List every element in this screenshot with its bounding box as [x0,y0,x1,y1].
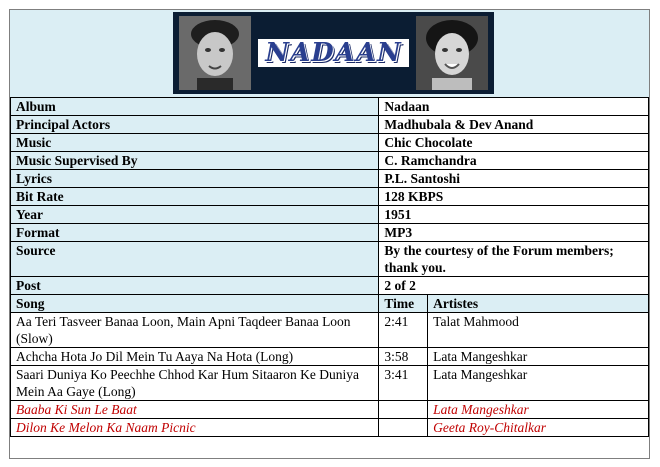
song-title: Achcha Hota Jo Dil Mein Tu Aaya Na Hota (Long) [11,348,379,366]
song-row [11,401,649,419]
detail-label: Album [11,98,379,116]
song-title: Dilon Ke Melon Ka Naam Picnic [11,419,379,437]
song-row [11,313,649,348]
actress-portrait-icon [416,16,488,90]
song-title: Saari Duniya Ko Peechhe Chhod Kar Hum Sitaaron Ke Duniya Mein Aa Gaye (Long) [11,366,379,401]
songs-header-row [11,295,649,313]
artistes-column-header: Artistes [428,295,649,313]
song-row [11,419,649,437]
detail-value: C. Ramchandra [379,152,649,170]
song-artistes: Lata Mangeshkar [428,366,649,401]
logo-text: NADAAN [265,38,402,68]
banner-image [173,12,494,94]
detail-row [11,206,649,224]
detail-row [11,224,649,242]
song-time: 3:58 [379,348,428,366]
detail-label: Lyrics [11,170,379,188]
time-column-header: Time [379,295,428,313]
actor-portrait-icon [179,16,251,90]
song-row [11,348,649,366]
detail-value: Chic Chocolate [379,134,649,152]
song-time [379,401,428,419]
detail-row [11,277,649,295]
song-artistes: Talat Mahmood [428,313,649,348]
detail-row [11,188,649,206]
album-info-panel [9,9,650,459]
song-artistes: Lata Mangeshkar [428,401,649,419]
detail-label: Bit Rate [11,188,379,206]
song-row [11,366,649,401]
detail-label: Music [11,134,379,152]
song-time: 3:41 [379,366,428,401]
album-details-table [10,97,649,437]
detail-value: MP3 [379,224,649,242]
movie-logo [256,37,411,69]
actress-photo [416,16,488,90]
detail-row [11,242,649,277]
detail-value: 1951 [379,206,649,224]
song-artistes: Geeta Roy-Chitalkar [428,419,649,437]
detail-label: Format [11,224,379,242]
song-column-header: Song [11,295,379,313]
detail-row [11,116,649,134]
song-time [379,419,428,437]
detail-label: Year [11,206,379,224]
detail-value: By the courtesy of the Forum members; thank you. [379,242,649,277]
song-time: 2:41 [379,313,428,348]
detail-value: 128 KBPS [379,188,649,206]
detail-row [11,170,649,188]
detail-value: P.L. Santoshi [379,170,649,188]
detail-label: Principal Actors [11,116,379,134]
detail-label: Source [11,242,379,277]
song-title: Aa Teri Tasveer Banaa Loon, Main Apni Taqdeer Banaa Loon (Slow) [11,313,379,348]
detail-value: 2 of 2 [379,277,649,295]
detail-row [11,134,649,152]
detail-label: Music Supervised By [11,152,379,170]
detail-row [11,152,649,170]
detail-value: Madhubala & Dev Anand [379,116,649,134]
detail-label: Post [11,277,379,295]
song-title: Baaba Ki Sun Le Baat [11,401,379,419]
detail-row [11,98,649,116]
detail-value: Nadaan [379,98,649,116]
banner [10,10,649,98]
actor-photo [179,16,251,90]
song-artistes: Lata Mangeshkar [428,348,649,366]
